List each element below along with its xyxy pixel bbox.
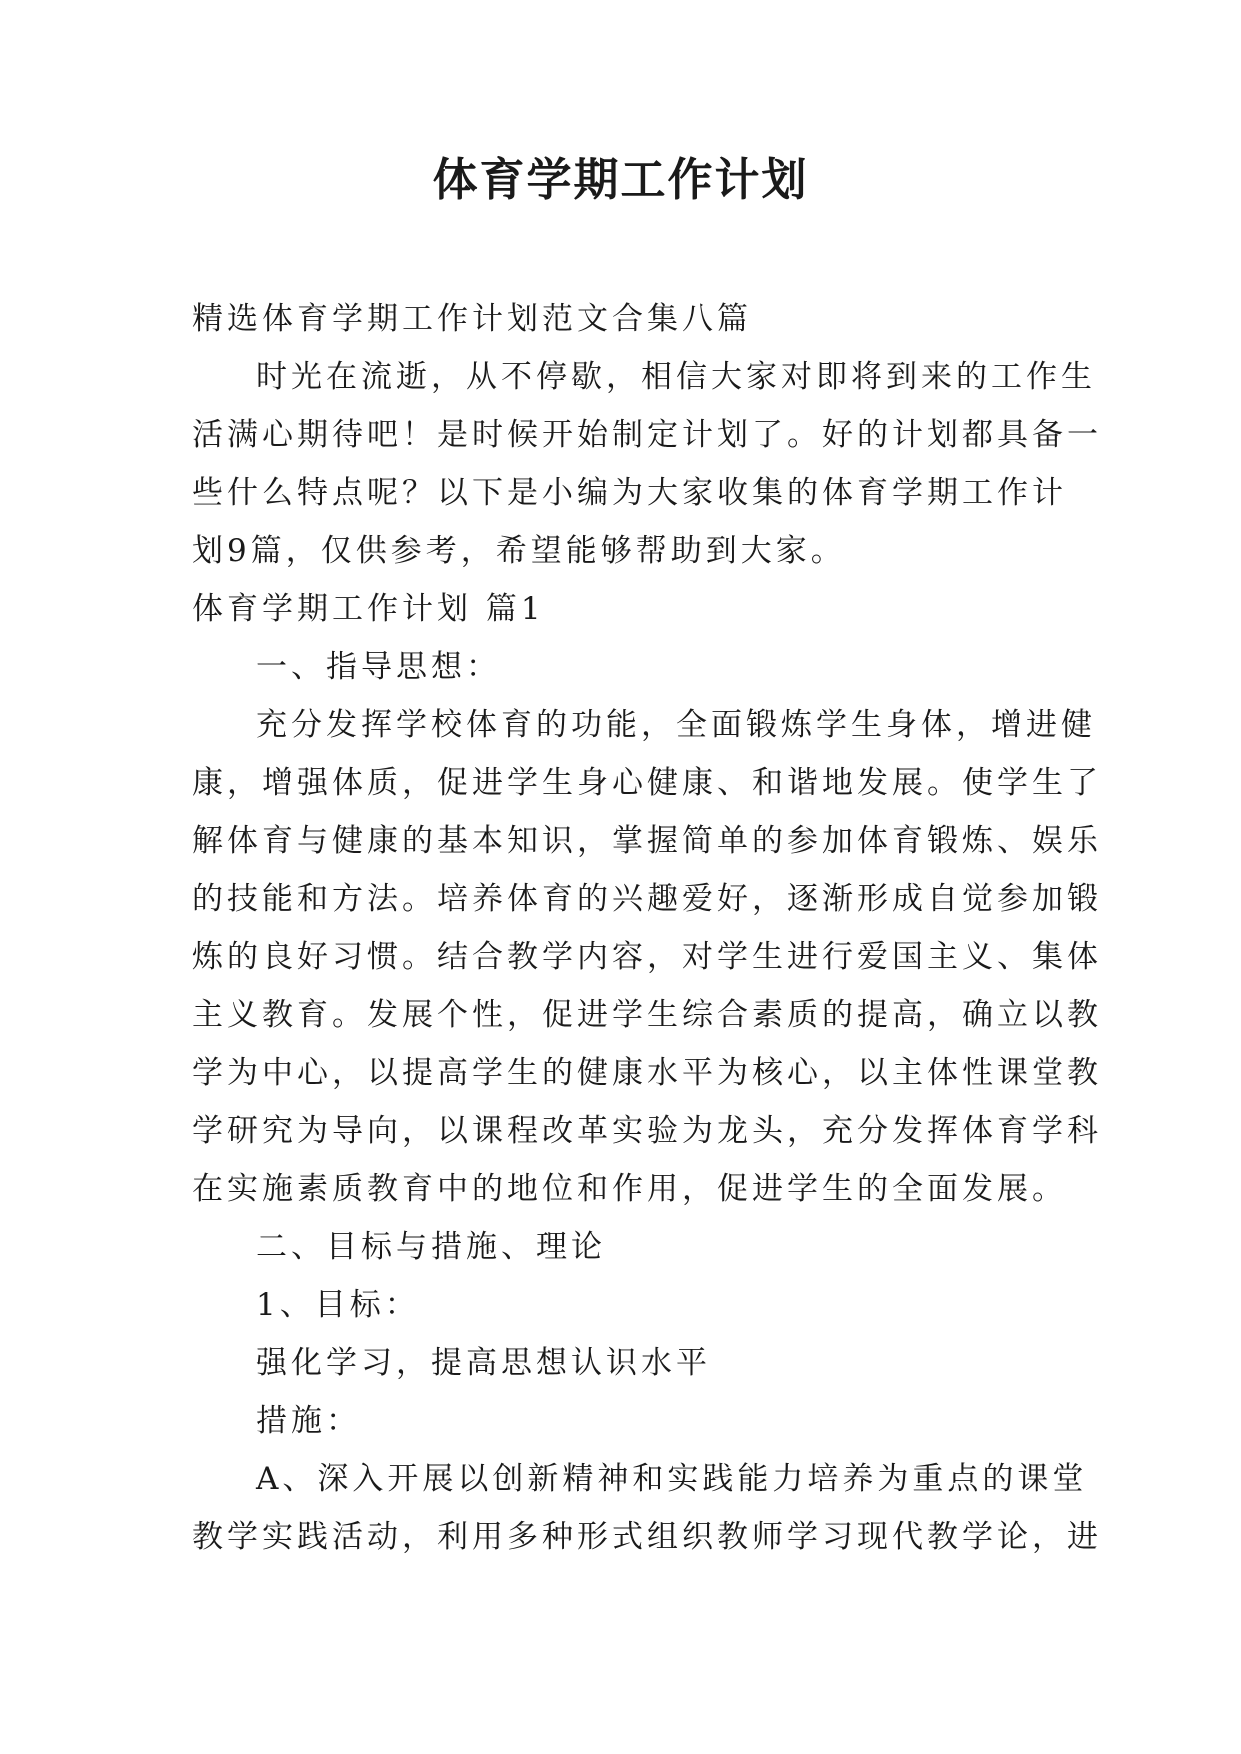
text-line: 划9篇，仅供参考，希望能够帮助到大家。 — [192, 533, 846, 569]
text-line: 时光在流逝，从不停歇，相信大家对即将到来的工作生 — [256, 359, 1096, 395]
text-line: 一、指导思想： — [256, 649, 501, 685]
text-line: 的技能和方法。培养体育的兴趣爱好，逐渐形成自觉参加锻 — [192, 881, 1102, 917]
text-line: 二、目标与措施、理论 — [256, 1229, 606, 1265]
text-line: 在实施素质教育中的地位和作用，促进学生的全面发展。 — [192, 1171, 1067, 1207]
text-line: 主义教育。发展个性，促进学生综合素质的提高，确立以教 — [192, 997, 1102, 1033]
text-line: 强化学习，提高思想认识水平 — [256, 1345, 711, 1381]
document-body — [192, 290, 1102, 1566]
text-line: 活满心期待吧！是时候开始制定计划了。好的计划都具备一 — [192, 417, 1102, 453]
text-line: 学研究为导向，以课程改革实验为龙头，充分发挥体育学科 — [192, 1113, 1102, 1149]
text-line: 体育学期工作计划 篇1 — [192, 591, 545, 627]
text-line: 些什么特点呢？以下是小编为大家收集的体育学期工作计 — [192, 475, 1067, 511]
text-line: 解体育与健康的基本知识，掌握简单的参加体育锻炼、娱乐 — [192, 823, 1102, 859]
text-line: A、深入开展以创新精神和实践能力培养为重点的课堂 — [256, 1461, 1088, 1497]
text-line: 炼的良好习惯。结合教学内容，对学生进行爱国主义、集体 — [192, 939, 1102, 975]
page-title: 体育学期工作计划 — [432, 153, 809, 206]
text-line: 学为中心，以提高学生的健康水平为核心，以主体性课堂教 — [192, 1055, 1102, 1091]
text-line: 教学实践活动，利用多种形式组织教师学习现代教学论，进 — [192, 1519, 1102, 1555]
text-line: 康，增强体质，促进学生身心健康、和谐地发展。使学生了 — [192, 765, 1102, 801]
text-line: 措施： — [256, 1403, 361, 1439]
text-line: 充分发挥学校体育的功能，全面锻炼学生身体，增进健 — [256, 707, 1096, 743]
text-line: 1、目标： — [256, 1287, 420, 1323]
text-line: 精选体育学期工作计划范文合集八篇 — [192, 301, 752, 337]
